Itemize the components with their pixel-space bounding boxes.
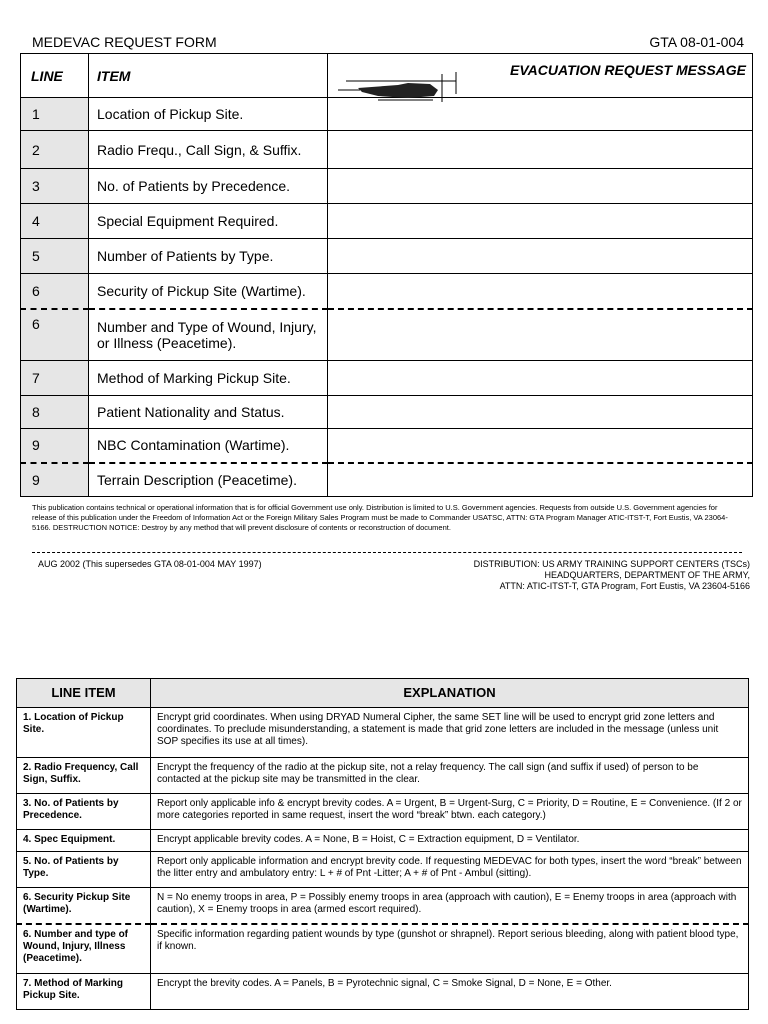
col-explanation-header: EXPLANATION <box>151 679 749 708</box>
explanation-table <box>16 678 749 1010</box>
line-number: 9 <box>21 429 89 463</box>
message-cell[interactable] <box>328 396 753 429</box>
line-item-label: 2. Radio Frequency, Call Sign, Suffix. <box>17 758 151 794</box>
line-number: 6 <box>21 309 89 361</box>
line-item-label: 4. Spec Equipment. <box>17 830 151 852</box>
col-line-item-header: LINE ITEM <box>17 679 151 708</box>
item-label: Special Equipment Required. <box>89 204 328 239</box>
message-cell[interactable] <box>328 463 753 497</box>
cut-line <box>32 552 742 553</box>
line-item-label: 6. Number and type of Wound, Injury, Illness (Peacetime). <box>17 924 151 974</box>
message-cell[interactable] <box>328 131 753 169</box>
item-label: Location of Pickup Site. <box>89 98 328 131</box>
distribution-notice: This publication contains technical or operational information that is for official Government use only. Distribution is limited to U.S. Government agencies. Requests from outside U.S. Government agencies for release of this publication under the Freedom of Information Act or the Foreign Military Sales Program must be made to Commander USATSC, ATTN: GTA Program Manager ATIC-ITST-T, Fort Eustis, VA 23064-5166. DESTRUCTION NOTICE: Destroy by any method that will prevent disclosure of contents or reconstruction of document. <box>32 503 728 532</box>
distribution-line: DISTRIBUTION: US ARMY TRAINING SUPPORT CENTERS (TSCs) <box>473 559 750 569</box>
message-cell[interactable] <box>328 169 753 204</box>
explanation-text: Encrypt applicable brevity codes. A = None, B = Hoist, C = Extraction equipment, D = Ventilator. <box>151 830 749 852</box>
form-title: MEDEVAC REQUEST FORM <box>32 34 217 50</box>
explanation-text: Encrypt the frequency of the radio at the pickup site, not a relay frequency. The call sign (and suffix if used) of person to be contacted at the pickup site may be transmitted in the clear. <box>151 758 749 794</box>
item-label: Security of Pickup Site (Wartime). <box>89 274 328 309</box>
request-table <box>20 53 753 497</box>
line-number: 1 <box>21 98 89 131</box>
message-cell[interactable] <box>328 239 753 274</box>
distribution-info <box>474 559 750 592</box>
line-number: 5 <box>21 239 89 274</box>
distribution-line: ATTN: ATIC-ITST-T, GTA Program, Fort Eustis, VA 23604-5166 <box>499 581 750 591</box>
line-item-label: 7. Method of Marking Pickup Site. <box>17 974 151 1010</box>
col-line-header: LINE <box>21 54 89 98</box>
message-cell[interactable] <box>328 429 753 463</box>
explanation-text: Encrypt grid coordinates. When using DRYAD Numeral Cipher, the same SET line will be used to encrypt grid zone letters and coordinates. To preclude misunderstanding, a statement is made that grid zone letters are included in the message (unless unit SOP specifies its use at all times). <box>151 708 749 758</box>
explanation-text: Report only applicable information and encrypt brevity code. If requesting MEDEVAC for both types, insert the word “break” between the litter entry and ambulatory entry: L + # of Pnt -Litter; A + # of Pnt - Ambul (sitting). <box>151 852 749 888</box>
message-cell[interactable] <box>328 361 753 396</box>
publication-date: AUG 2002 (This supersedes GTA 08-01-004 MAY 1997) <box>38 559 262 569</box>
line-item-label: 1. Location of Pickup Site. <box>17 708 151 758</box>
item-label: NBC Contamination (Wartime). <box>89 429 328 463</box>
col-item-header: ITEM <box>89 54 328 98</box>
item-label: Radio Frequ., Call Sign, & Suffix. <box>89 131 328 169</box>
distribution-line: HEADQUARTERS, DEPARTMENT OF THE ARMY, <box>544 570 750 580</box>
line-number: 8 <box>21 396 89 429</box>
form-code: GTA 08-01-004 <box>649 34 744 50</box>
evacuation-request-message-header: EVACUATION REQUEST MESSAGE <box>510 62 746 78</box>
line-number: 3 <box>21 169 89 204</box>
explanation-text: Report only applicable info & encrypt brevity codes. A = Urgent, B = Urgent-Surg, C = Priority, D = Routine, E = Convenience. (If 2 or more categories reported in same request, insert the word “break” btwn. each category.) <box>151 794 749 830</box>
explanation-text: N = No enemy troops in area, P = Possibly enemy troops in area (approach with caution), E = Enemy troops in area (approach with caution), X = Enemy troops in area (armed escort required). <box>151 888 749 924</box>
line-item-label: 3. No. of Patients by Precedence. <box>17 794 151 830</box>
line-number: 7 <box>21 361 89 396</box>
line-number: 6 <box>21 274 89 309</box>
item-label: No. of Patients by Precedence. <box>89 169 328 204</box>
line-number: 9 <box>21 463 89 497</box>
line-number: 2 <box>21 131 89 169</box>
message-cell[interactable] <box>328 204 753 239</box>
line-number: 4 <box>21 204 89 239</box>
explanation-text: Encrypt the brevity codes. A = Panels, B = Pyrotechnic signal, C = Smoke Signal, D = None, E = Other. <box>151 974 749 1010</box>
item-label: Patient Nationality and Status. <box>89 396 328 429</box>
item-label: Number of Patients by Type. <box>89 239 328 274</box>
item-label: Method of Marking Pickup Site. <box>89 361 328 396</box>
item-label: Terrain Description (Peacetime). <box>89 463 328 497</box>
line-item-label: 5. No. of Patients by Type. <box>17 852 151 888</box>
item-label: Number and Type of Wound, Injury, or Illness (Peacetime). <box>89 309 328 361</box>
line-item-label: 6. Security Pickup Site (Wartime). <box>17 888 151 924</box>
message-cell[interactable] <box>328 274 753 309</box>
message-cell[interactable] <box>328 309 753 361</box>
explanation-text: Specific information regarding patient wounds by type (gunshot or shrapnel). Report serious bleeding, along with patient blood type, if known. <box>151 924 749 974</box>
helicopter-icon <box>338 72 458 104</box>
